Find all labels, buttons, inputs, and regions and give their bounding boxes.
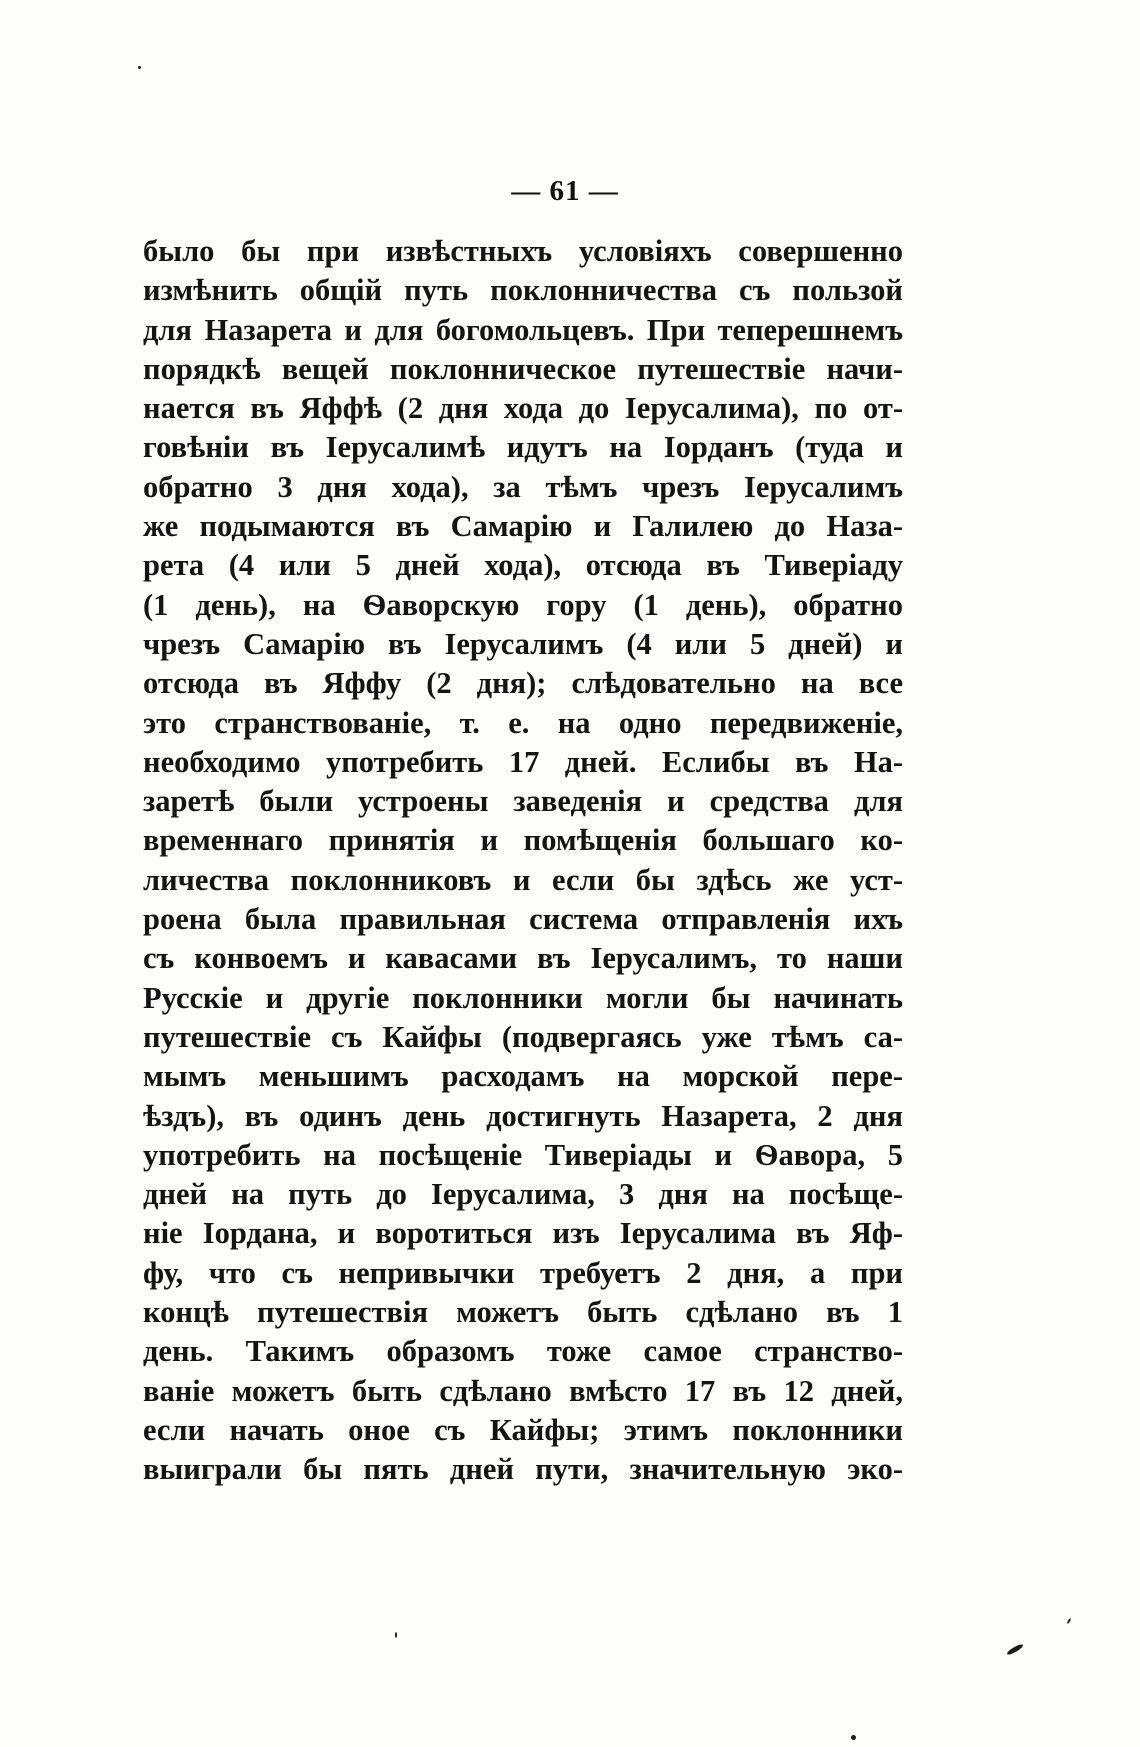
text-line: было бы при извѣстныхъ условіяхъ совершенно <box>143 234 903 268</box>
scan-speck <box>851 1735 856 1740</box>
text-line: нается въ Яффѣ (2 дня хода до Іерусалима), по от- <box>143 391 903 426</box>
text-line: употребить на посѣщеніе Тиверіады и Ѳавора, 5 <box>143 1137 903 1172</box>
body-text <box>143 232 903 1490</box>
text-line: рета (4 или 5 дней хода), отсюда въ Тиверіаду <box>143 548 903 583</box>
text-line: день. Такимъ образомъ тоже самое странство- <box>143 1334 903 1369</box>
text-line: съ конвоемъ и кавасами въ Іерусалимъ, то наши <box>143 941 903 976</box>
text-line: путешествіе съ Кайфы (подвергаясь уже тѣмъ са- <box>143 1019 903 1054</box>
text-line: выиграли бы пять дней пути, значительную эко- <box>143 1452 903 1487</box>
text-line: необходимо употребить 17 дней. Еслибы въ На- <box>143 744 903 779</box>
scan-speck <box>1006 1643 1024 1656</box>
text-line: Русскіе и другіе поклонники могли бы начинать <box>143 980 903 1015</box>
page-number: — 61 — <box>511 175 619 207</box>
scan-speck <box>1067 1618 1072 1624</box>
text-line: для Назарета и для богомольцевъ. При теперешнемъ <box>143 312 903 347</box>
text-line: мымъ меньшимъ расходамъ на морской пере- <box>143 1059 903 1094</box>
text-line: ѣздъ), въ одинъ день достигнуть Назарета, 2 дня <box>143 1098 903 1133</box>
text-line: ваніе можетъ быть сдѣлано вмѣсто 17 въ 12 дней, <box>143 1373 903 1408</box>
text-line: измѣнить общій путь поклонничества съ пользой <box>143 273 903 308</box>
text-line: концѣ путешествія можетъ быть сдѣлано въ 1 <box>143 1295 903 1330</box>
text-line: дней на путь до Іерусалима, 3 дня на посѣще- <box>143 1177 903 1212</box>
scan-speck <box>395 1632 397 1638</box>
scan-speck <box>138 66 141 69</box>
text-line: заретѣ были устроены заведенія и средства для <box>143 784 903 819</box>
text-line: говѣніи въ Іерусалимѣ идутъ на Іорданъ (туда и <box>143 430 903 465</box>
text-line: личества поклонниковъ и если бы здѣсь же уст- <box>143 862 903 897</box>
text-line: порядкѣ вещей поклонническое путешествіе начи- <box>143 351 903 386</box>
text-line: (1 день), на Ѳаворскую гору (1 день), обратно <box>143 587 903 622</box>
text-line: ніе Іордана, и воротиться изъ Іерусалима въ Яф- <box>143 1216 903 1251</box>
text-line: временнаго принятія и помѣщенія большаго ко- <box>143 823 903 858</box>
text-line: чрезъ Самарію въ Іерусалимъ (4 или 5 дней) и <box>143 626 903 661</box>
text-line: фу, что съ непривычки требуетъ 2 дня, а при <box>143 1255 903 1290</box>
text-line: же подымаются въ Самарію и Галилею до Наза- <box>143 509 903 544</box>
text-line: это странствованіе, т. е. на одно передвиженіе, <box>143 705 903 740</box>
text-line: отсюда въ Яффу (2 дня); слѣдовательно на все <box>143 666 903 701</box>
text-line: обратно 3 дня хода), за тѣмъ чрезъ Іерусалимъ <box>143 469 903 504</box>
text-line: если начать оное съ Кайфы; этимъ поклонники <box>143 1412 903 1447</box>
text-line: роена была правильная система отправленія ихъ <box>143 902 903 937</box>
